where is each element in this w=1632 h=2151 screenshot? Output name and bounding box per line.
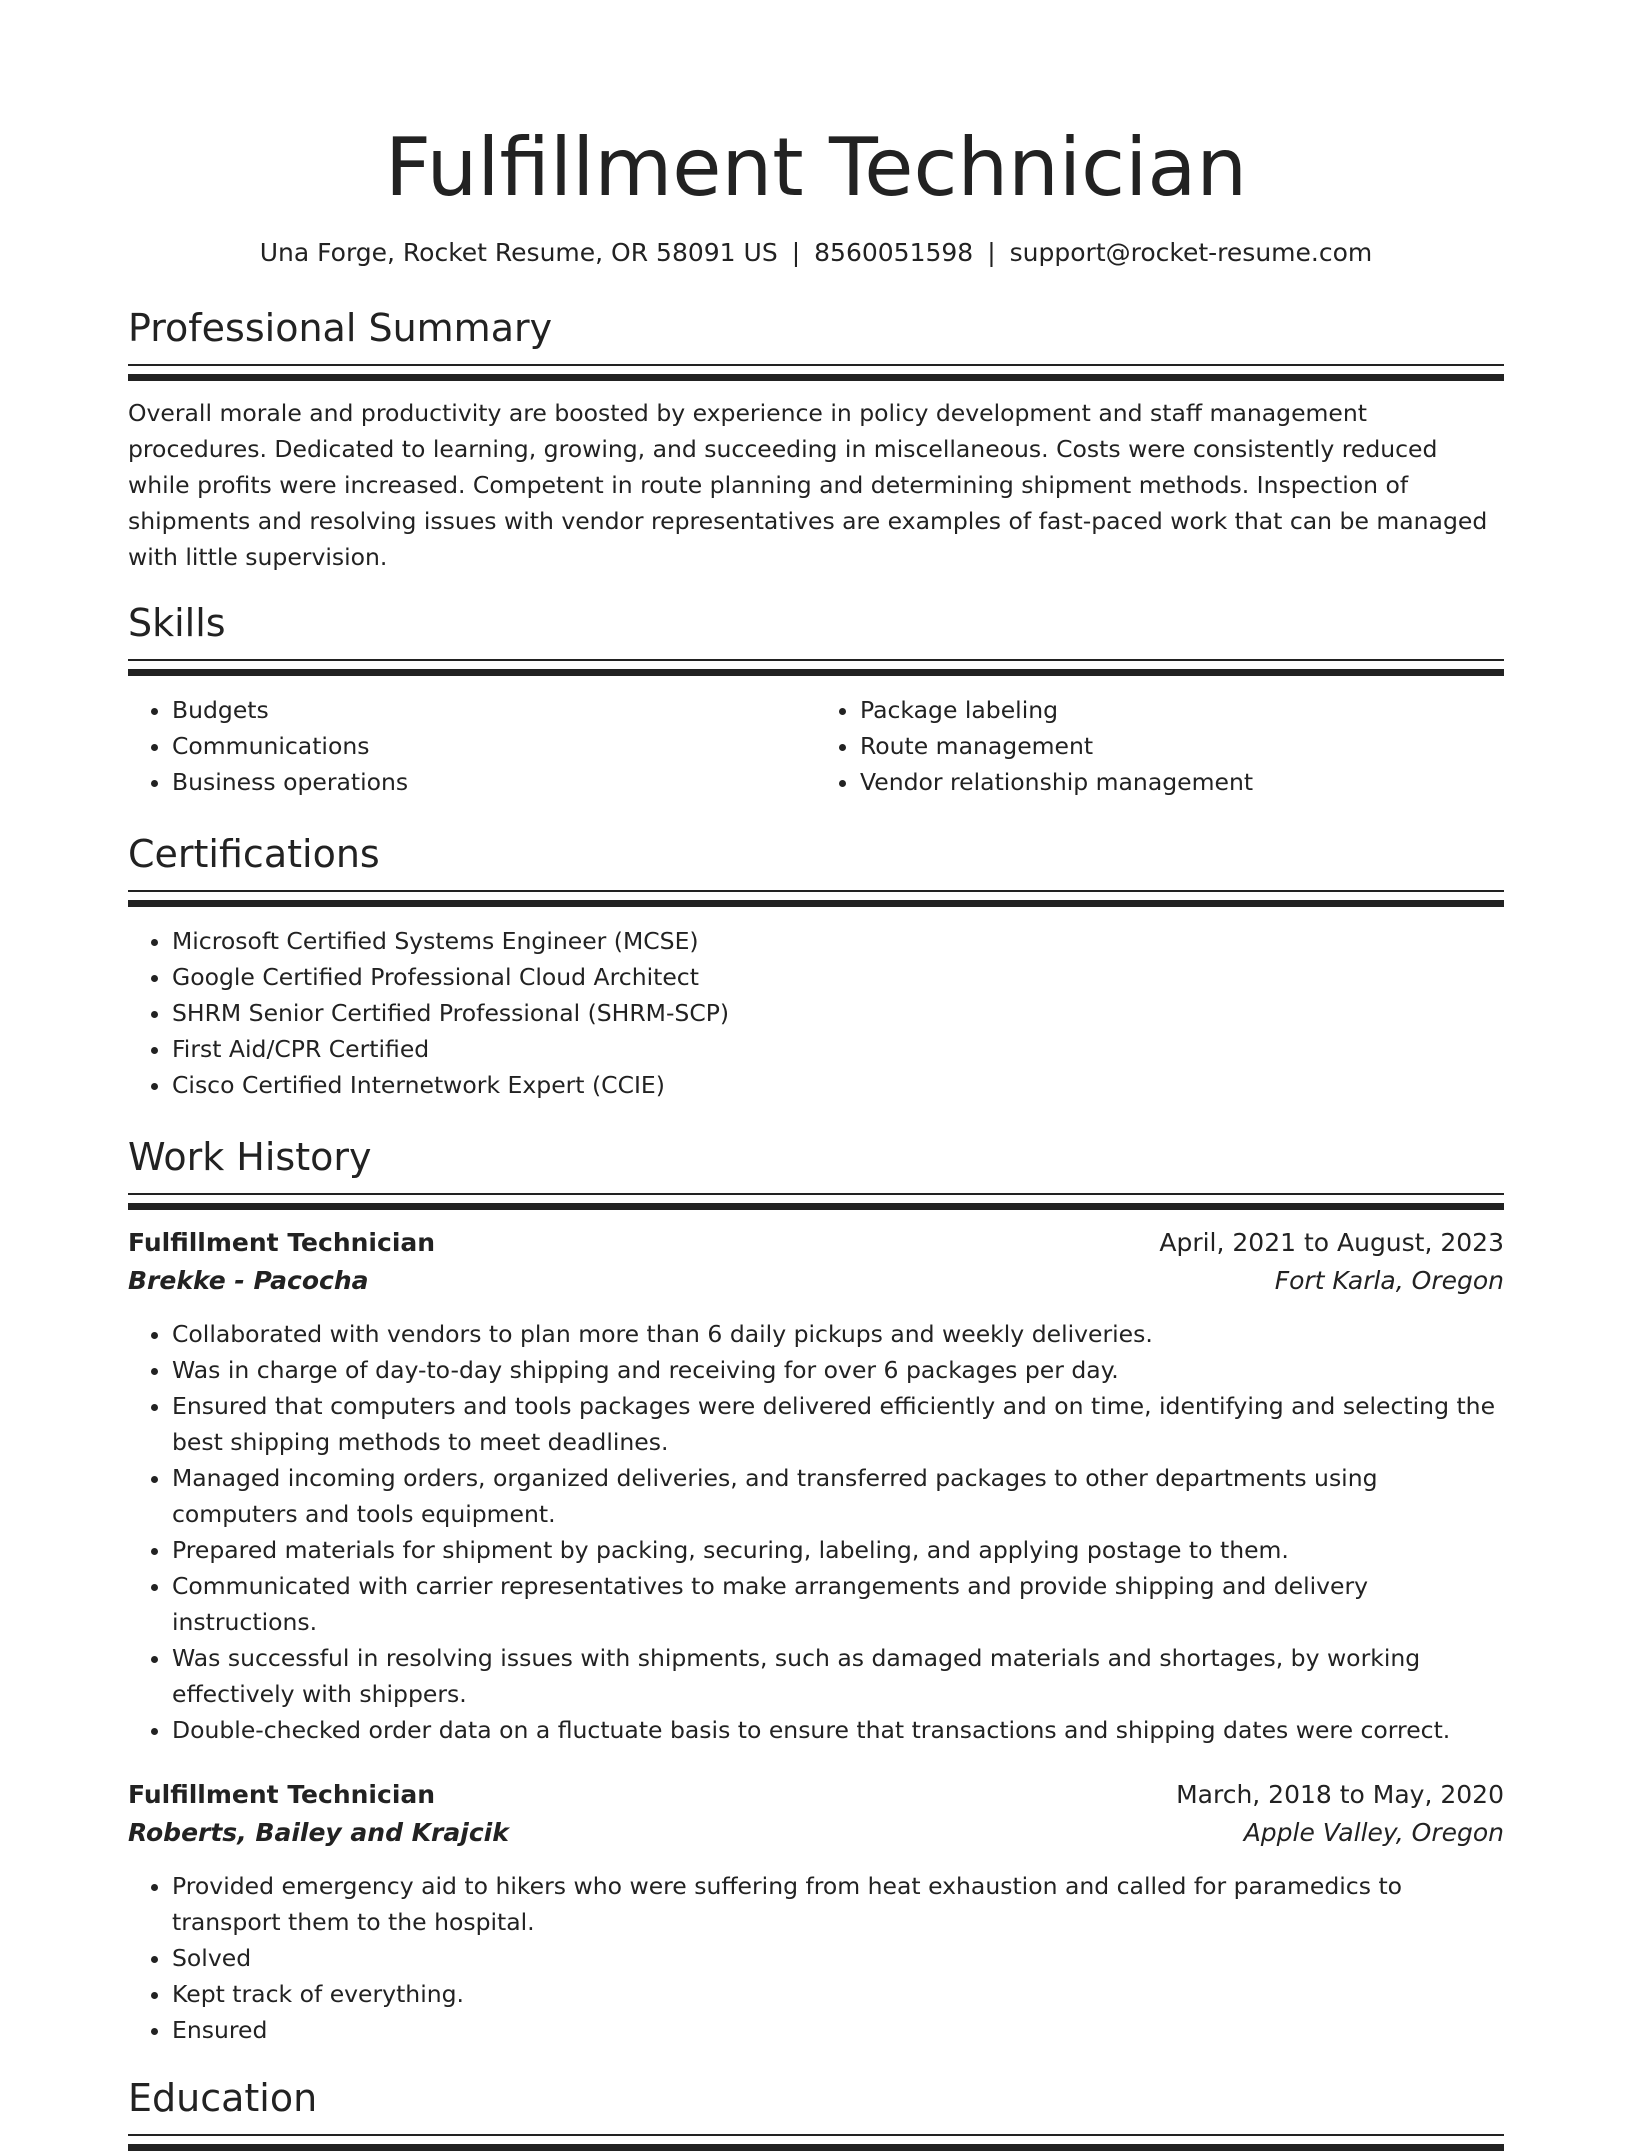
section-heading-skills: Skills <box>128 601 226 645</box>
job-bullet: • Was in charge of day-to-day shipping and receiving for over 6 packages per day. <box>172 1352 1504 1388</box>
resume-page <box>128 0 1504 2151</box>
job-company-row <box>128 1262 1504 1300</box>
skill-item: • Package labeling <box>860 692 1504 728</box>
certification-item: • Microsoft Certified Systems Engineer (MCSE) <box>172 923 1504 959</box>
job-bullet: • Managed incoming orders, organized deliveries, and transferred packages to other departments using computers and tools equipment. <box>172 1460 1504 1532</box>
skills-list-left <box>128 692 816 800</box>
skill-item: • Route management <box>860 728 1504 764</box>
section-heading-education: Education <box>128 2076 318 2120</box>
job-bullet: • Communicated with carrier representatives to make arrangements and provide shipping and delivery instructions. <box>172 1568 1504 1640</box>
certification-item: • SHRM Senior Certified Professional (SHRM-SCP) <box>172 995 1504 1031</box>
section-heading-work-history: Work History <box>128 1135 372 1179</box>
job-bullets <box>128 1316 1504 1748</box>
job-header-row <box>128 1776 1504 1814</box>
certification-item: • Cisco Certified Internetwork Expert (CCIE) <box>172 1067 1504 1103</box>
skill-item: • Budgets <box>172 692 816 728</box>
job-company-row <box>128 1814 1504 1852</box>
education-section <box>128 2074 1504 2151</box>
job-entry <box>128 1776 1504 2048</box>
certification-item: • Google Certified Professional Cloud Architect <box>172 959 1504 995</box>
job-title: Fulfillment Technician <box>128 1780 436 1809</box>
job-company: Roberts, Bailey and Krajcik <box>128 1818 509 1847</box>
job-entry <box>128 1224 1504 1748</box>
certification-item: • First Aid/CPR Certified <box>172 1031 1504 1067</box>
skills-section <box>128 599 1504 800</box>
job-location: Apple Valley, Oregon <box>1243 1818 1504 1847</box>
certifications-list <box>128 923 1504 1103</box>
section-heading-certifications: Certifications <box>128 832 380 876</box>
resume-title: Fulfillment Technician <box>384 121 1248 214</box>
job-dates: March, 2018 to May, 2020 <box>1176 1780 1504 1809</box>
contact-separator: | <box>791 238 801 267</box>
skills-list-right <box>816 692 1504 800</box>
section-divider <box>128 364 1504 381</box>
job-bullet: • Ensured that computers and tools packages were delivered efficiently and on time, identifying and selecting the best shipping methods to meet deadlines. <box>172 1388 1504 1460</box>
job-title: Fulfillment Technician <box>128 1228 436 1257</box>
contact-line <box>128 236 1504 270</box>
job-location: Fort Karla, Oregon <box>1274 1266 1504 1295</box>
job-bullet: • Double-checked order data on a fluctuate basis to ensure that transactions and shipping dates were correct. <box>172 1712 1504 1748</box>
contact-separator: | <box>987 238 996 267</box>
job-bullet: • Collaborated with vendors to plan more than 6 daily pickups and weekly deliveries. <box>172 1316 1504 1352</box>
skill-item: • Vendor relationship management <box>860 764 1504 800</box>
job-header-row <box>128 1224 1504 1262</box>
job-dates: April, 2021 to August, 2023 <box>1159 1228 1504 1257</box>
certifications-section <box>128 830 1504 1103</box>
contact-phone: 8560051598 <box>814 238 974 267</box>
job-company: Brekke - Pacocha <box>128 1266 369 1295</box>
section-heading-summary: Professional Summary <box>128 306 553 350</box>
section-divider <box>128 659 1504 676</box>
contact-email: support@rocket-resume.com <box>1009 238 1373 267</box>
job-bullet: • Provided emergency aid to hikers who were suffering from heat exhaustion and called for paramedics to transport them to the hospital. <box>172 1868 1504 1940</box>
job-bullet: • Was successful in resolving issues with shipments, such as damaged materials and shortages, by working effectively with shippers. <box>172 1640 1504 1712</box>
job-bullet: • Solved <box>172 1940 1504 1976</box>
work-history-section <box>128 1133 1504 2048</box>
contact-address: Una Forge, Rocket Resume, OR 58091 US <box>259 238 778 267</box>
job-bullet: • Kept track of everything. <box>172 1976 1504 2012</box>
section-divider <box>128 890 1504 907</box>
job-bullet: • Prepared materials for shipment by packing, securing, labeling, and applying postage to them. <box>172 1532 1504 1568</box>
skills-columns <box>128 692 1504 800</box>
skill-item: • Business operations <box>172 764 816 800</box>
summary-section <box>128 304 1504 575</box>
skill-item: • Communications <box>172 728 816 764</box>
job-bullets <box>128 1868 1504 2048</box>
section-divider <box>128 2134 1504 2151</box>
job-bullet: • Ensured <box>172 2012 1504 2048</box>
summary-text: Overall morale and productivity are boosted by experience in policy development and staff management procedures. Dedicated to learning, growing, and succeeding in miscellaneous. Costs were consistently reduced while profits were increased. Competent in route planning and determining shipment methods. Inspection of shipments and resolving issues with vendor representatives are examples of fast-paced work that can be managed with little supervision. <box>128 399 1488 571</box>
section-divider <box>128 1193 1504 1210</box>
